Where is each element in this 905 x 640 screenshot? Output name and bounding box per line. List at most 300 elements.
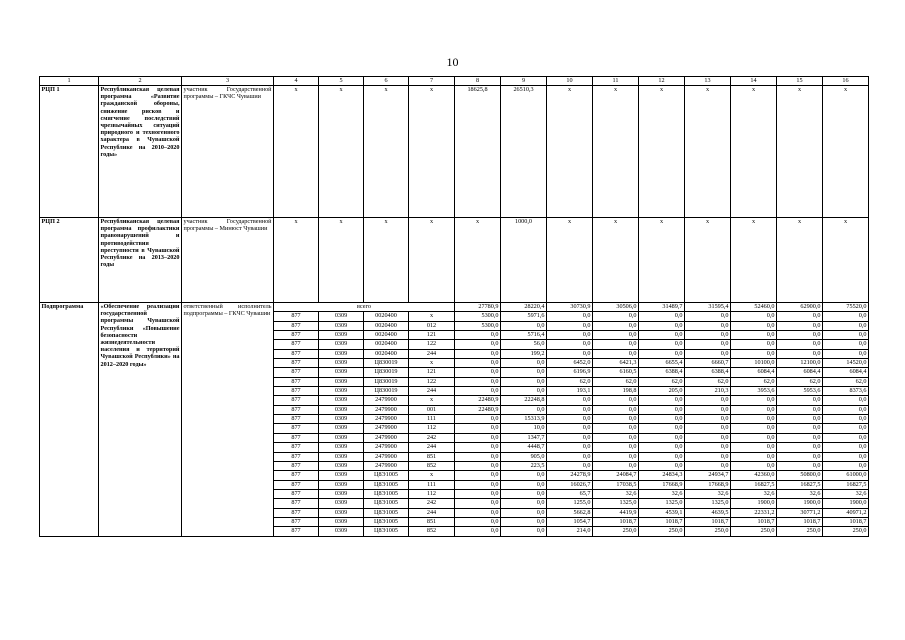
value-cell: 0,0 (685, 312, 731, 321)
code-cell: 0020400 (364, 312, 409, 321)
value-cell: 0,0 (455, 340, 501, 349)
value-cell: 24934,7 (685, 471, 731, 480)
value-cell: 6388,4 (639, 368, 685, 377)
code-cell: 0020400 (364, 340, 409, 349)
code-cell: 121 (409, 331, 455, 340)
value-cell: 0,0 (593, 331, 639, 340)
value-cell: x (409, 218, 455, 303)
value-cell: 32,6 (823, 489, 869, 498)
program-responsible: участник Государственной программы – ГКЧС Чувашии (182, 86, 274, 218)
value-cell: 0,0 (685, 396, 731, 405)
column-number: 6 (364, 77, 409, 86)
value-cell: 0,0 (593, 396, 639, 405)
value-cell: 0,0 (547, 340, 593, 349)
value-cell: 0,0 (685, 340, 731, 349)
code-cell: 0309 (319, 461, 364, 470)
value-cell: 62,0 (685, 377, 731, 386)
value-cell: 0,0 (455, 415, 501, 424)
value-cell: 32,6 (685, 489, 731, 498)
value-cell: x (823, 86, 869, 218)
code-cell: 877 (274, 331, 319, 340)
value-cell: 0,0 (731, 312, 777, 321)
code-cell: 0020400 (364, 321, 409, 330)
value-cell: 0,0 (501, 480, 547, 489)
value-cell: 0,0 (731, 405, 777, 414)
code-cell: 877 (274, 527, 319, 536)
code-cell: 877 (274, 461, 319, 470)
column-number: 3 (182, 77, 274, 86)
value-cell: 0,0 (455, 377, 501, 386)
value-cell: 12100,0 (777, 359, 823, 368)
value-cell: 0,0 (547, 443, 593, 452)
value-cell: 0,0 (777, 452, 823, 461)
code-cell: 244 (409, 443, 455, 452)
code-cell: 851 (409, 452, 455, 461)
code-cell: Ц8Э1005 (364, 499, 409, 508)
code-cell: 877 (274, 480, 319, 489)
code-cell: Ц8Э1005 (364, 508, 409, 517)
code-cell: 852 (409, 461, 455, 470)
value-cell: 0,0 (455, 452, 501, 461)
value-cell: 0,0 (823, 321, 869, 330)
value-cell: 22480,9 (455, 405, 501, 414)
value-cell: x (274, 86, 319, 218)
code-cell: 2479900 (364, 443, 409, 452)
code-cell: 0309 (319, 452, 364, 461)
value-cell: 0,0 (455, 387, 501, 396)
value-cell: 62,0 (731, 377, 777, 386)
value-cell: 0,0 (501, 527, 547, 536)
value-cell: x (547, 218, 593, 303)
code-cell: 0309 (319, 433, 364, 442)
value-cell: 0,0 (823, 312, 869, 321)
value-cell: 205,0 (639, 387, 685, 396)
code-cell: 122 (409, 377, 455, 386)
value-cell: 0,0 (823, 415, 869, 424)
value-cell: 0,0 (547, 321, 593, 330)
column-number: 8 (455, 77, 501, 86)
value-cell: 22480,9 (455, 396, 501, 405)
value-cell: 0,0 (593, 424, 639, 433)
value-cell: 0,0 (455, 433, 501, 442)
value-cell: x (685, 218, 731, 303)
value-cell: 0,0 (777, 321, 823, 330)
value-cell: 62,0 (823, 377, 869, 386)
value-cell: 193,1 (547, 387, 593, 396)
subprogram-name: «Обеспечение реализации государственной программы Чувашской Республики «Повышение безопасности жизнедеятельности населения и территорий Чувашской Республики» на 2012–2020 годы» (99, 303, 182, 537)
value-cell: 0,0 (455, 461, 501, 470)
value-cell: 0,0 (593, 349, 639, 358)
code-cell: 0309 (319, 499, 364, 508)
code-cell: 877 (274, 424, 319, 433)
value-cell: 0,0 (731, 415, 777, 424)
value-cell: 0,0 (455, 349, 501, 358)
program-name: Республиканская целевая программа профилактики правонарушений и противодействия преступности в Чувашской Республике на 2013–2020 годы (99, 218, 182, 303)
value-cell: 0,0 (455, 480, 501, 489)
value-cell: 0,0 (823, 331, 869, 340)
value-cell: 16827,5 (731, 480, 777, 489)
program-code: РЦП 1 (40, 86, 99, 218)
value-cell: 0,0 (455, 527, 501, 536)
column-number: 10 (547, 77, 593, 86)
code-cell: 0309 (319, 321, 364, 330)
value-cell: 0,0 (777, 424, 823, 433)
code-cell: 877 (274, 452, 319, 461)
code-cell: 112 (409, 489, 455, 498)
value-cell: 0,0 (501, 489, 547, 498)
code-cell: 877 (274, 387, 319, 396)
column-number: 15 (777, 77, 823, 86)
value-cell: 0,0 (731, 340, 777, 349)
value-cell: 6660,7 (685, 359, 731, 368)
value-cell: 0,0 (639, 461, 685, 470)
value-cell: 0,0 (685, 321, 731, 330)
value-cell: 0,0 (777, 312, 823, 321)
value-cell: 62,0 (777, 377, 823, 386)
code-cell: 877 (274, 415, 319, 424)
subprogram-responsible: ответственный исполнитель подпрограммы – ГКЧС Чувашии (182, 303, 274, 537)
value-cell: 0,0 (593, 433, 639, 442)
value-cell: 223,5 (501, 461, 547, 470)
value-cell: 40971,2 (823, 508, 869, 517)
value-cell: 250,0 (777, 527, 823, 536)
value-cell: 5953,6 (777, 387, 823, 396)
value-cell: x (823, 218, 869, 303)
value-cell: 5662,8 (547, 508, 593, 517)
value-cell: 0,0 (593, 452, 639, 461)
column-number: 14 (731, 77, 777, 86)
value-cell: 0,0 (593, 405, 639, 414)
value-cell: 0,0 (639, 443, 685, 452)
value-cell: 250,0 (593, 527, 639, 536)
code-cell: x (409, 312, 455, 321)
value-cell: 0,0 (547, 461, 593, 470)
value-cell: 0,0 (639, 321, 685, 330)
code-cell: 877 (274, 443, 319, 452)
code-cell: 111 (409, 480, 455, 489)
code-cell: 2479900 (364, 424, 409, 433)
code-cell: Ц8Э1005 (364, 517, 409, 526)
code-cell: 0309 (319, 340, 364, 349)
value-cell: x (409, 86, 455, 218)
value-cell: 6084,4 (731, 368, 777, 377)
value-cell: 0,0 (501, 387, 547, 396)
value-cell: 4448,7 (501, 443, 547, 452)
code-cell: 0309 (319, 377, 364, 386)
value-cell: 0,0 (685, 461, 731, 470)
value-cell: 250,0 (639, 527, 685, 536)
code-cell: 0309 (319, 396, 364, 405)
value-cell: 0,0 (501, 508, 547, 517)
value-cell: 0,0 (639, 415, 685, 424)
value-cell: 0,0 (823, 340, 869, 349)
code-cell: 2479900 (364, 405, 409, 414)
value-cell: 0,0 (731, 424, 777, 433)
value-cell: 250,0 (731, 527, 777, 536)
code-cell: 244 (409, 349, 455, 358)
code-cell: Ц8Э1005 (364, 480, 409, 489)
value-cell: x (547, 86, 593, 218)
total-label: всего (274, 303, 455, 312)
code-cell: 0309 (319, 331, 364, 340)
value-cell: 0,0 (685, 405, 731, 414)
code-cell: 0309 (319, 368, 364, 377)
value-cell: 4639,5 (685, 508, 731, 517)
value-cell: 1018,7 (639, 517, 685, 526)
total-value: 75520,0 (823, 303, 869, 312)
value-cell: 0,0 (685, 433, 731, 442)
value-cell: x (777, 218, 823, 303)
value-cell: 62,0 (593, 377, 639, 386)
value-cell: 32,6 (593, 489, 639, 498)
value-cell: 32,6 (639, 489, 685, 498)
column-number: 11 (593, 77, 639, 86)
code-cell: Ц830019 (364, 377, 409, 386)
value-cell: x (274, 218, 319, 303)
value-cell: 0,0 (501, 405, 547, 414)
value-cell: 61000,0 (823, 471, 869, 480)
value-cell: 0,0 (731, 331, 777, 340)
value-cell: 10,0 (501, 424, 547, 433)
code-cell: 2479900 (364, 396, 409, 405)
value-cell: 0,0 (685, 415, 731, 424)
code-cell: 112 (409, 424, 455, 433)
value-cell: 62,0 (547, 377, 593, 386)
value-cell: 0,0 (685, 349, 731, 358)
value-cell: 15313,9 (501, 415, 547, 424)
value-cell: x (777, 86, 823, 218)
code-cell: 0309 (319, 517, 364, 526)
code-cell: 877 (274, 321, 319, 330)
total-value: 31489,7 (639, 303, 685, 312)
code-cell: 2479900 (364, 433, 409, 442)
value-cell: 0,0 (455, 489, 501, 498)
value-cell: 0,0 (501, 517, 547, 526)
value-cell: 30771,2 (777, 508, 823, 517)
value-cell: 0,0 (731, 433, 777, 442)
code-cell: 877 (274, 312, 319, 321)
total-value: 52460,0 (731, 303, 777, 312)
value-cell: 0,0 (777, 405, 823, 414)
value-cell: 0,0 (593, 443, 639, 452)
code-cell: 0309 (319, 359, 364, 368)
value-cell: x (593, 218, 639, 303)
value-cell: 0,0 (593, 461, 639, 470)
value-cell: 16827,5 (777, 480, 823, 489)
column-number: 5 (319, 77, 364, 86)
value-cell: 1900,0 (777, 499, 823, 508)
value-cell: 0,0 (823, 405, 869, 414)
program-name: Республиканская целевая программа «Развитие гражданской обороны, снижение рисков и смягчение последствий чрезвычайных ситуаций природного и техногенного характера в Чувашской Республике на 2010–2020 годы» (99, 86, 182, 218)
value-cell: 24278,9 (547, 471, 593, 480)
value-cell: 0,0 (639, 349, 685, 358)
value-cell: 32,6 (731, 489, 777, 498)
code-cell: 0309 (319, 312, 364, 321)
value-cell: x (639, 86, 685, 218)
value-cell: 0,0 (823, 433, 869, 442)
value-cell: 5300,0 (455, 312, 501, 321)
code-cell: 242 (409, 499, 455, 508)
value-cell: 10100,0 (731, 359, 777, 368)
program-row-rcp2 (40, 218, 869, 303)
code-cell: 877 (274, 359, 319, 368)
value-cell: 1900,0 (731, 499, 777, 508)
value-cell: x (319, 86, 364, 218)
value-cell: 0,0 (593, 340, 639, 349)
value-cell: 5300,0 (455, 321, 501, 330)
value-cell: 0,0 (501, 359, 547, 368)
value-cell: 0,0 (823, 461, 869, 470)
code-cell: 877 (274, 396, 319, 405)
value-cell: 199,2 (501, 349, 547, 358)
value-cell: 210,3 (685, 387, 731, 396)
code-cell: 2479900 (364, 452, 409, 461)
value-cell: 0,0 (547, 452, 593, 461)
code-cell: 877 (274, 508, 319, 517)
value-cell: 1000,0 (501, 218, 547, 303)
column-number: 4 (274, 77, 319, 86)
value-cell: 4539,1 (639, 508, 685, 517)
code-cell: 0309 (319, 424, 364, 433)
value-cell: 17038,5 (593, 480, 639, 489)
value-cell: 6421,3 (593, 359, 639, 368)
value-cell: 62,0 (639, 377, 685, 386)
code-cell: 0309 (319, 527, 364, 536)
value-cell: 0,0 (455, 508, 501, 517)
value-cell: 0,0 (547, 405, 593, 414)
value-cell: 0,0 (501, 377, 547, 386)
value-cell: 0,0 (455, 443, 501, 452)
total-value: 62900,0 (777, 303, 823, 312)
code-cell: 2479900 (364, 415, 409, 424)
value-cell: 0,0 (639, 405, 685, 414)
program-responsible: участник Государственной программы – Минюст Чувашии (182, 218, 274, 303)
value-cell: 0,0 (777, 396, 823, 405)
value-cell: 16026,7 (547, 480, 593, 489)
total-value: 31595,4 (685, 303, 731, 312)
value-cell: 0,0 (547, 433, 593, 442)
value-cell: 56,0 (501, 340, 547, 349)
column-number-row (40, 77, 869, 86)
value-cell: 1347,7 (501, 433, 547, 442)
value-cell: 14520,0 (823, 359, 869, 368)
value-cell: 6084,4 (823, 368, 869, 377)
value-cell: 0,0 (639, 312, 685, 321)
value-cell: 1255,0 (547, 499, 593, 508)
total-value: 28220,4 (501, 303, 547, 312)
code-cell: 0309 (319, 415, 364, 424)
value-cell: x (685, 86, 731, 218)
value-cell: 6452,0 (547, 359, 593, 368)
value-cell: 8373,6 (823, 387, 869, 396)
value-cell: 0,0 (455, 499, 501, 508)
code-cell: 121 (409, 368, 455, 377)
code-cell: 877 (274, 340, 319, 349)
value-cell: 214,0 (547, 527, 593, 536)
value-cell: 1018,7 (731, 517, 777, 526)
value-cell: 17668,9 (685, 480, 731, 489)
code-cell: Ц8Э1005 (364, 527, 409, 536)
program-code: РЦП 2 (40, 218, 99, 303)
value-cell: 0,0 (501, 471, 547, 480)
value-cell: 0,0 (731, 452, 777, 461)
code-cell: 0309 (319, 471, 364, 480)
code-cell: 111 (409, 415, 455, 424)
code-cell: 877 (274, 368, 319, 377)
subprogram-code: Подпрограмма (40, 303, 99, 537)
code-cell: 244 (409, 387, 455, 396)
value-cell: 0,0 (455, 331, 501, 340)
code-cell: 851 (409, 517, 455, 526)
value-cell: 0,0 (777, 349, 823, 358)
value-cell: 0,0 (731, 349, 777, 358)
value-cell: 1054,7 (547, 517, 593, 526)
code-cell: 877 (274, 349, 319, 358)
value-cell: 22248,8 (501, 396, 547, 405)
value-cell: 0,0 (731, 461, 777, 470)
value-cell: 0,0 (731, 396, 777, 405)
value-cell: 22331,2 (731, 508, 777, 517)
value-cell: 0,0 (639, 331, 685, 340)
value-cell: 0,0 (823, 396, 869, 405)
value-cell: 0,0 (685, 424, 731, 433)
code-cell: x (409, 359, 455, 368)
value-cell: 0,0 (639, 396, 685, 405)
code-cell: 012 (409, 321, 455, 330)
value-cell: x (731, 218, 777, 303)
value-cell: x (364, 218, 409, 303)
value-cell: 5971,6 (501, 312, 547, 321)
value-cell: 0,0 (547, 415, 593, 424)
value-cell: 0,0 (455, 368, 501, 377)
value-cell: x (455, 218, 501, 303)
value-cell: 50800,0 (777, 471, 823, 480)
code-cell: 122 (409, 340, 455, 349)
value-cell: 6388,4 (685, 368, 731, 377)
value-cell: 42360,0 (731, 471, 777, 480)
total-value: 30730,9 (547, 303, 593, 312)
column-number: 12 (639, 77, 685, 86)
value-cell: 0,0 (685, 331, 731, 340)
value-cell: 0,0 (731, 443, 777, 452)
value-cell: 0,0 (501, 321, 547, 330)
code-cell: 242 (409, 433, 455, 442)
value-cell: 24084,7 (593, 471, 639, 480)
value-cell: 0,0 (777, 443, 823, 452)
value-cell: x (319, 218, 364, 303)
value-cell: 16827,5 (823, 480, 869, 489)
code-cell: 0309 (319, 489, 364, 498)
column-number: 16 (823, 77, 869, 86)
value-cell: 0,0 (639, 452, 685, 461)
code-cell: 877 (274, 489, 319, 498)
value-cell: 65,7 (547, 489, 593, 498)
column-number: 1 (40, 77, 99, 86)
value-cell: 0,0 (823, 349, 869, 358)
column-number: 2 (99, 77, 182, 86)
value-cell: 1018,7 (823, 517, 869, 526)
value-cell: 0,0 (731, 321, 777, 330)
page-number: 10 (446, 55, 459, 69)
value-cell: 6084,4 (777, 368, 823, 377)
code-cell: Ц8Э1005 (364, 489, 409, 498)
value-cell: 0,0 (777, 331, 823, 340)
value-cell: x (731, 86, 777, 218)
code-cell: 0309 (319, 443, 364, 452)
value-cell: 0,0 (639, 433, 685, 442)
code-cell: 877 (274, 433, 319, 442)
value-cell: 250,0 (823, 527, 869, 536)
